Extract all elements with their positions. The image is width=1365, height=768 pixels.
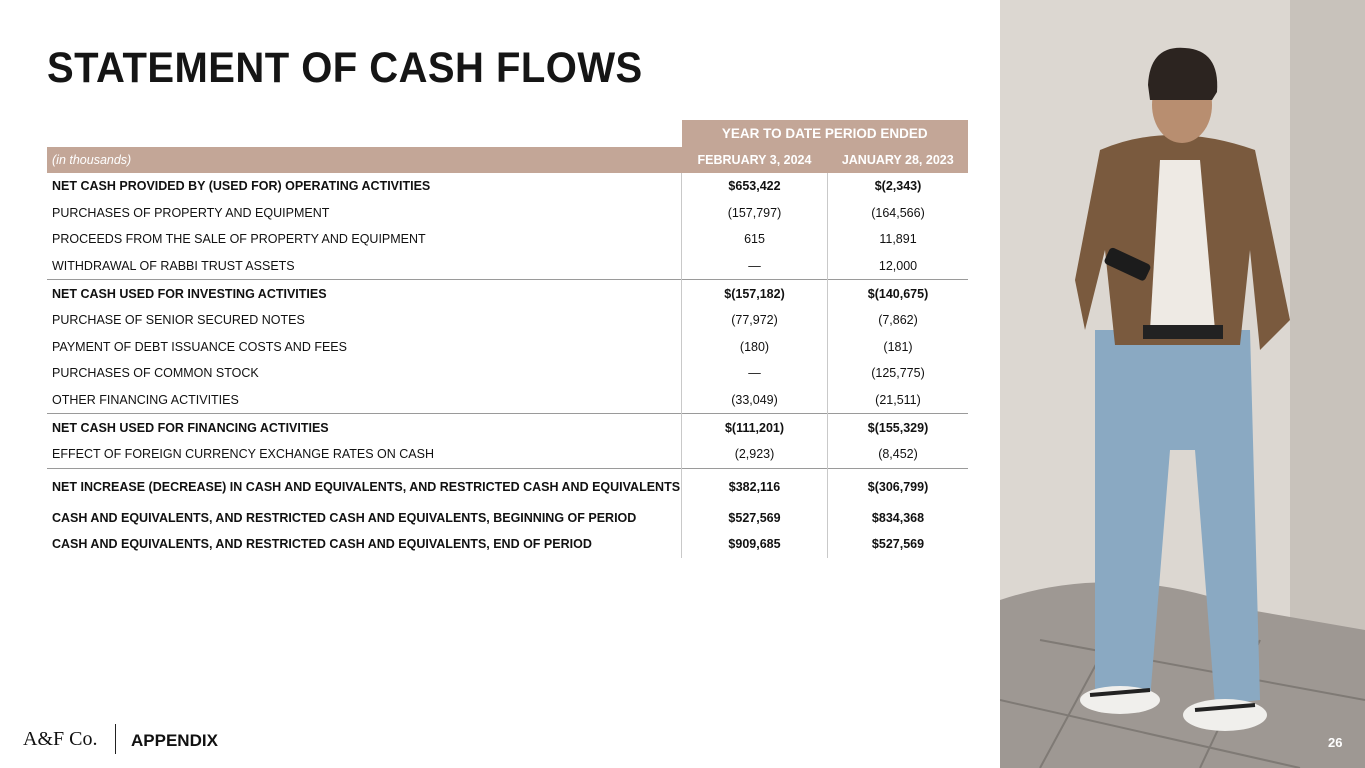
- table-header-columns-row: [47, 147, 968, 173]
- table-row: CASH AND EQUIVALENTS, AND RESTRICTED CASH AND EQUIVALENTS, BEGINNING OF PERIOD $527,569 $834,368: [47, 505, 968, 532]
- page-title: STATEMENT OF CASH FLOWS: [47, 44, 643, 92]
- table-row: PROCEEDS FROM THE SALE OF PROPERTY AND EQUIPMENT 615 11,891: [47, 226, 968, 253]
- cash-flow-table: [47, 120, 968, 558]
- model-photo: [1000, 0, 1365, 768]
- table-row: OTHER FINANCING ACTIVITIES (33,049) (21,511): [47, 387, 968, 414]
- af-co-logo: A&F Co.: [23, 728, 98, 750]
- table-row: NET INCREASE (DECREASE) IN CASH AND EQUIVALENTS, AND RESTRICTED CASH AND EQUIVALENTS $382,116 $(306,799): [47, 468, 968, 505]
- table-row: WITHDRAWAL OF RABBI TRUST ASSETS — 12,000: [47, 253, 968, 280]
- page-number: 26: [1328, 735, 1343, 750]
- table-row: PAYMENT OF DEBT ISSUANCE COSTS AND FEES (180) (181): [47, 334, 968, 361]
- table-row: PURCHASES OF PROPERTY AND EQUIPMENT (157,797) (164,566): [47, 200, 968, 227]
- column-header-2024: FEBRUARY 3, 2024: [682, 147, 828, 173]
- table-row: PURCHASES OF COMMON STOCK — (125,775): [47, 360, 968, 387]
- table-row: EFFECT OF FOREIGN CURRENCY EXCHANGE RATES ON CASH (2,923) (8,452): [47, 441, 968, 468]
- model-photo-illustration: [1000, 0, 1365, 768]
- table-row: CASH AND EQUIVALENTS, AND RESTRICTED CASH AND EQUIVALENTS, END OF PERIOD $909,685 $527,569: [47, 531, 968, 558]
- table-header-period-row: [47, 120, 968, 147]
- period-header: YEAR TO DATE PERIOD ENDED: [682, 120, 969, 147]
- table-row: NET CASH USED FOR INVESTING ACTIVITIES $(157,182) $(140,675): [47, 280, 968, 307]
- table-row: NET CASH USED FOR FINANCING ACTIVITIES $(111,201) $(155,329): [47, 414, 968, 441]
- table-row: PURCHASE OF SENIOR SECURED NOTES (77,972) (7,862): [47, 307, 968, 334]
- units-label: (in thousands): [47, 147, 682, 173]
- section-label: APPENDIX: [131, 731, 218, 750]
- table-row: NET CASH PROVIDED BY (USED FOR) OPERATING ACTIVITIES $653,422 $(2,343): [47, 173, 968, 200]
- footer-divider: [115, 724, 116, 754]
- column-header-2023: JANUARY 28, 2023: [828, 147, 969, 173]
